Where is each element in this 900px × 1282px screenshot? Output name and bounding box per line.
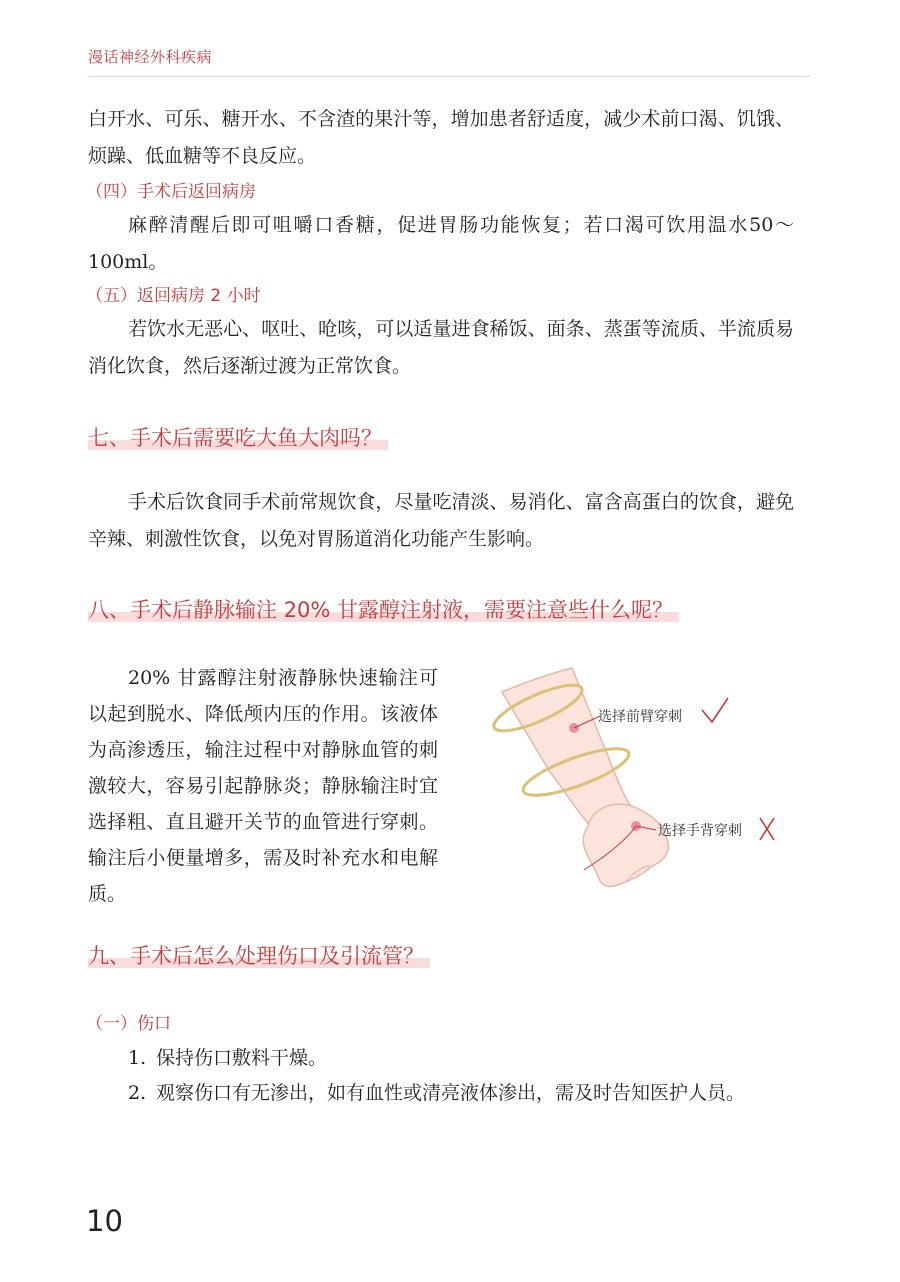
- list-item-text: 观察伤口有无渗出，如有血性或清亮液体渗出，需及时告知医护人员。: [156, 1082, 746, 1104]
- list-item-number: 2.: [128, 1082, 147, 1104]
- list-item-number: 1.: [128, 1047, 147, 1069]
- paragraph-mannitol: 20% 甘露醇注射液静脉快速输注可以起到脱水、降低颅内压的作用。该液体为高渗透压，输注过程中对静脉血管的刺激较大，容易引起静脉炎；静脉输注时宜选择粗、直且避开关节的血管进行穿刺。输注后小便量增多，需及时补充水和电解质。: [88, 667, 438, 905]
- label-forearm: 选择前臂穿刺: [598, 709, 682, 725]
- check-mark-icon: [702, 698, 728, 722]
- heading-section-9: 九、手术后怎么处理伤口及引流管？: [88, 942, 430, 970]
- hand-shape: [583, 804, 668, 886]
- list-item: [128, 1078, 745, 1108]
- heading-section-8: 八、手术后静脉输注 20% 甘露醇注射液，需要注意些什么呢？: [88, 596, 679, 624]
- paragraph-chew-gum: 麻醉清醒后即可咀嚼口香糖，促进胃肠功能恢复；若口渴可饮用温水50～100ml。: [88, 214, 794, 273]
- header-divider: [88, 76, 810, 77]
- heading-section-7: 七、手术后需要吃大鱼大肉吗？: [88, 424, 388, 452]
- arm-drawing: [476, 660, 806, 900]
- arm-puncture-illustration: [476, 660, 806, 900]
- cross-mark-icon: [760, 818, 774, 840]
- paragraph-diet-transition: 若饮水无恶心、呕吐、呛咳，可以适量进食稀饭、面条、蒸蛋等流质、半流质易消化饮食，然后逐渐过渡为正常饮食。: [88, 318, 794, 377]
- subheading-return-ward: （四）手术后返回病房: [86, 182, 256, 202]
- paragraph-preop-drinks: 白开水、可乐、糖开水、不含渣的果汁等，增加患者舒适度，减少术前口渴、饥饿、烦躁、低血糖等不良反应。: [88, 108, 794, 167]
- running-head: 漫话神经外科疾病: [88, 48, 213, 66]
- list-item: [128, 1043, 327, 1073]
- page-number: 10: [86, 1204, 123, 1238]
- label-hand: 选择手背穿刺: [658, 823, 742, 839]
- paragraph-postop-diet: 手术后饮食同手术前常规饮食，尽量吃清淡、易消化、富含高蛋白的饮食，避免辛辣、刺激性饮食，以免对胃肠道消化功能产生影响。: [88, 491, 794, 550]
- subheading-two-hours: （五）返回病房 2 小时: [86, 286, 261, 306]
- subheading-wound: （一）伤口: [86, 1014, 171, 1034]
- list-item-text: 保持伤口敷料干燥。: [156, 1047, 328, 1069]
